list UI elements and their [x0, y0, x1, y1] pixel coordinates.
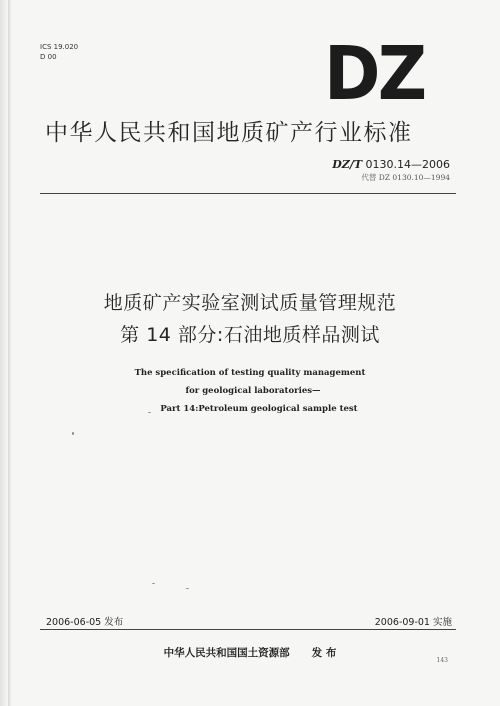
classification-block [40, 42, 78, 62]
category-code: D 00 [40, 53, 57, 61]
document-title-en-line2: for geological laboratories— [185, 386, 321, 396]
standard-code-block [332, 158, 450, 183]
scan-speck [72, 432, 74, 435]
ics-code: ICS 19.020 [40, 43, 79, 51]
document-title-cn-line2: 第 14 部分:石油地质样品测试 [120, 324, 380, 346]
document-title-cn-line1: 地质矿产实验室测试质量管理规范 [103, 292, 397, 314]
dz-logo: DZ [324, 31, 425, 117]
issue-date: 2006-06-05 发布 [46, 617, 124, 628]
scan-speck [148, 412, 151, 413]
standard-title: 中华人民共和国地质矿产行业标准 [45, 120, 413, 146]
implementation-date: 2006-09-01 实施 [374, 617, 452, 628]
standard-code [332, 158, 450, 171]
page-edge-shadow [0, 0, 8, 706]
binding-spine [8, 0, 11, 706]
scan-speck [152, 583, 155, 584]
footer-divider [40, 629, 456, 630]
scan-speck [186, 588, 189, 589]
replaced-standard: 代替 DZ 0130.10—1994 [361, 173, 450, 182]
standard-code-number: 0130.14—2006 [365, 158, 450, 171]
document-title-en [0, 364, 500, 418]
standard-code-prefix: DZ/T [332, 158, 363, 171]
document-title-en-line3: Part 14:Petroleum geological sample test [160, 404, 358, 414]
publisher-line [0, 645, 500, 660]
page-number: 143 [436, 657, 448, 664]
publisher-name: 中华人民共和国国土资源部 [163, 647, 290, 659]
document-title-en-line1: The specification of testing quality management [134, 368, 366, 378]
publish-action: 发 布 [311, 647, 337, 659]
header-divider [40, 193, 456, 194]
